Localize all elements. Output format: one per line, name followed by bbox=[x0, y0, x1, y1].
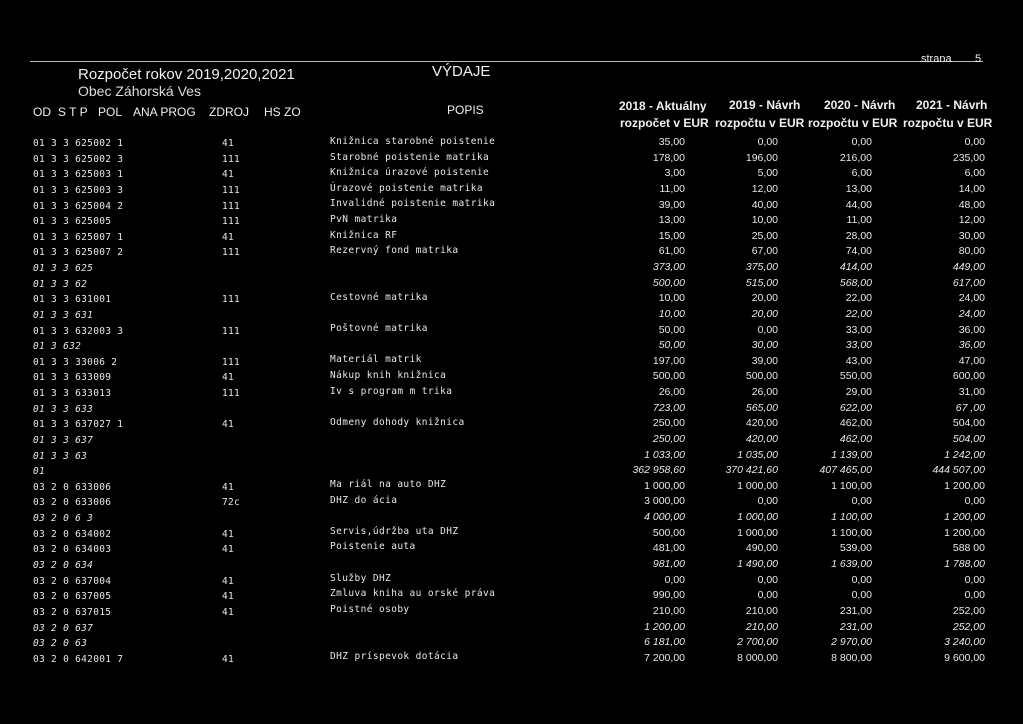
row-popis: Poštovné matrika bbox=[330, 323, 428, 335]
row-value-2019: 375,00 bbox=[745, 261, 778, 274]
row-value-2021: 9 600,00 bbox=[944, 651, 985, 664]
row-popis: Zmluva kniha au orské práva bbox=[330, 588, 496, 600]
row-zdroj: 41 bbox=[222, 575, 235, 587]
row-popis: DHZ do ácia bbox=[330, 494, 398, 506]
row-popis: Poistenie auta bbox=[330, 541, 416, 553]
col-popis: POPIS bbox=[447, 103, 484, 117]
row-value-2019: 210,00 bbox=[745, 604, 778, 617]
row-value-2020: 1 100,00 bbox=[831, 511, 872, 524]
row-value-2020: 414,00 bbox=[839, 261, 872, 274]
row-popis: PvN matrika bbox=[330, 213, 398, 225]
row-code: 01 3 3 625007 1 bbox=[33, 231, 124, 243]
row-value-2019: 0,00 bbox=[757, 323, 778, 336]
row-value-2018: 10,00 bbox=[658, 307, 685, 320]
row-zdroj: 41 bbox=[222, 544, 235, 556]
page-number: 5 bbox=[975, 53, 982, 65]
row-value-2019: 1 000,00 bbox=[737, 526, 778, 539]
row-code: 03 2 0 634002 bbox=[33, 528, 112, 540]
row-zdroj: 111 bbox=[222, 325, 241, 337]
row-popis: Úrazové poistenie matrika bbox=[330, 182, 483, 194]
row-popis: Knižnica RF bbox=[330, 229, 398, 241]
row-value-2019: 67,00 bbox=[751, 245, 778, 258]
row-code: 01 3 3 62 bbox=[33, 278, 88, 290]
row-value-2018: 35,00 bbox=[658, 136, 685, 148]
row-value-2018: 10,00 bbox=[658, 292, 685, 305]
row-code: 03 2 0 642001 7 bbox=[33, 653, 124, 665]
row-value-2021: 67 ,00 bbox=[955, 401, 985, 414]
row-value-2021: 48,00 bbox=[958, 198, 985, 211]
row-value-2019: 10,00 bbox=[751, 214, 778, 227]
page-label: strana bbox=[921, 53, 952, 65]
row-value-2021: 504,00 bbox=[952, 432, 985, 445]
row-value-2021: 36,00 bbox=[958, 323, 985, 336]
row-value-2018: 250,00 bbox=[652, 432, 685, 445]
row-popis: Materiál matrik bbox=[330, 354, 422, 366]
row-zdroj: 111 bbox=[222, 388, 241, 400]
col-2021-line2: rozpočtu v EUR bbox=[903, 116, 993, 130]
row-code: 01 3 3 625002 1 bbox=[33, 138, 124, 149]
row-value-2020: 2 970,00 bbox=[831, 636, 872, 649]
row-value-2018: 500,00 bbox=[652, 276, 685, 289]
row-zdroj: 111 bbox=[222, 247, 241, 259]
col-2020-line2: rozpočtu v EUR bbox=[808, 116, 898, 130]
row-value-2019: 196,00 bbox=[745, 151, 778, 164]
row-value-2019: 0,00 bbox=[757, 589, 778, 602]
row-value-2021: 504,00 bbox=[952, 417, 985, 430]
row-value-2018: 3 000,00 bbox=[644, 495, 685, 508]
row-value-2021: 3 240,00 bbox=[944, 636, 985, 649]
municipality-name: Obec Záhorská Ves bbox=[78, 83, 201, 99]
row-value-2021: 252,00 bbox=[952, 604, 985, 617]
row-popis: Invalidné poistenie matrika bbox=[330, 198, 496, 210]
row-value-2020: 539,00 bbox=[839, 542, 872, 555]
row-value-2018: 178,00 bbox=[652, 151, 685, 164]
row-value-2021: 1 200,00 bbox=[944, 526, 985, 539]
row-code: 01 3 3 633 bbox=[33, 403, 94, 415]
row-value-2021: 80,00 bbox=[958, 245, 985, 258]
row-value-2021: 24,00 bbox=[958, 307, 985, 320]
row-value-2021: 6,00 bbox=[964, 167, 985, 180]
row-code: 01 3 632 bbox=[33, 341, 82, 353]
row-value-2020: 11,00 bbox=[846, 214, 872, 227]
row-value-2018: 1 033,00 bbox=[644, 448, 685, 461]
row-popis: Ma riál na auto DHZ bbox=[330, 479, 447, 491]
row-code: 01 3 3 637027 1 bbox=[33, 419, 124, 431]
row-zdroj: 41 bbox=[222, 591, 235, 603]
row-value-2018: 26,00 bbox=[658, 386, 685, 399]
row-value-2020: 44,00 bbox=[845, 198, 872, 211]
row-value-2018: 1 200,00 bbox=[644, 620, 685, 633]
row-value-2020: 22,00 bbox=[845, 292, 872, 305]
row-zdroj: 41 bbox=[222, 231, 235, 243]
row-value-2021: 47,00 bbox=[958, 354, 985, 367]
row-value-2019: 420,00 bbox=[745, 417, 778, 430]
row-value-2019: 0,00 bbox=[757, 495, 778, 508]
row-value-2021: 600,00 bbox=[952, 370, 985, 383]
row-zdroj: 41 bbox=[222, 606, 235, 618]
row-code: 03 2 0 633006 bbox=[33, 481, 112, 493]
row-value-2020: 1 100,00 bbox=[831, 479, 872, 492]
col-2019-line1: 2019 - Návrh bbox=[729, 98, 801, 112]
row-value-2021: 36,00 bbox=[958, 339, 985, 352]
row-code: 03 2 0 637 bbox=[33, 622, 94, 634]
row-value-2021: 235,00 bbox=[952, 151, 985, 164]
row-value-2019: 210,00 bbox=[745, 620, 778, 633]
row-value-2019: 370 421,60 bbox=[725, 464, 778, 477]
row-value-2018: 39,00 bbox=[658, 198, 685, 211]
row-code: 01 3 3 33006 2 bbox=[33, 356, 118, 368]
row-zdroj: 41 bbox=[222, 372, 235, 384]
col-od: OD bbox=[33, 105, 51, 119]
row-value-2019: 40,00 bbox=[751, 198, 778, 211]
row-value-2021: 12,00 bbox=[958, 214, 985, 227]
col-anaprog: ANA PROG bbox=[133, 105, 196, 119]
row-code: 03 2 0 633006 bbox=[33, 497, 112, 509]
col-2020-line1: 2020 - Návrh bbox=[824, 98, 896, 112]
row-code: 03 2 0 637015 bbox=[33, 606, 112, 618]
row-code: 01 bbox=[33, 466, 46, 478]
row-value-2018: 197,00 bbox=[652, 354, 685, 367]
row-code: 01 3 3 637 bbox=[33, 434, 94, 446]
row-value-2019: 1 000,00 bbox=[737, 511, 778, 524]
row-value-2019: 0,00 bbox=[757, 136, 778, 148]
row-zdroj: 111 bbox=[222, 184, 241, 196]
row-value-2021: 0,00 bbox=[964, 495, 985, 508]
row-code: 01 3 3 625003 1 bbox=[33, 169, 124, 181]
row-value-2018: 981,00 bbox=[652, 558, 685, 570]
row-popis: Starobné poistenie matrika bbox=[330, 151, 490, 163]
row-value-2018: 13,00 bbox=[658, 214, 685, 227]
row-popis: Nákup knih knižnica bbox=[330, 369, 447, 381]
row-code: 01 3 3 625004 2 bbox=[33, 200, 124, 212]
row-value-2018: 990,00 bbox=[652, 589, 685, 602]
row-value-2019: 25,00 bbox=[751, 229, 778, 242]
row-value-2018: 4 000,00 bbox=[644, 511, 685, 524]
row-popis: Cestovné matrika bbox=[330, 291, 428, 303]
row-value-2021: 588 00 bbox=[952, 542, 985, 555]
row-code: 01 3 3 625 bbox=[33, 263, 94, 275]
row-value-2018: 61,00 bbox=[658, 245, 685, 258]
col-2018-line1: 2018 - Aktuálny bbox=[619, 99, 707, 113]
row-zdroj: 72c bbox=[222, 497, 241, 509]
col-2018-line2: rozpočet v EUR bbox=[620, 116, 709, 130]
row-zdroj: 111 bbox=[222, 200, 241, 212]
row-popis: Knižnica úrazové poistenie bbox=[330, 167, 490, 179]
row-value-2018: 3,00 bbox=[664, 167, 685, 180]
row-popis: Iv s program m trika bbox=[330, 385, 453, 397]
col-stp: S T P bbox=[58, 105, 88, 119]
row-popis: Rezervný fond matrika bbox=[330, 245, 459, 257]
row-value-2020: 1 139,00 bbox=[831, 448, 872, 461]
row-value-2021: 30,00 bbox=[958, 229, 985, 242]
row-value-2021: 24,00 bbox=[958, 292, 985, 305]
row-value-2020: 407 465,00 bbox=[819, 464, 872, 477]
row-value-2020: 462,00 bbox=[839, 432, 872, 445]
row-value-2021: 0,00 bbox=[964, 573, 985, 586]
row-code: 03 2 0 634 bbox=[33, 560, 94, 571]
row-value-2020: 231,00 bbox=[839, 604, 872, 617]
row-value-2018: 723,00 bbox=[652, 401, 685, 414]
row-value-2018: 1 000,00 bbox=[644, 479, 685, 492]
row-zdroj: 111 bbox=[222, 153, 241, 165]
row-code: 01 3 3 632003 3 bbox=[33, 325, 124, 337]
row-code: 01 3 3 625005 bbox=[33, 216, 112, 228]
row-value-2018: 500,00 bbox=[652, 370, 685, 383]
row-value-2019: 500,00 bbox=[745, 370, 778, 383]
row-code: 01 3 3 625002 3 bbox=[33, 153, 124, 165]
row-value-2019: 0,00 bbox=[757, 573, 778, 586]
row-code: 01 3 3 631001 bbox=[33, 294, 112, 306]
col-2019-line2: rozpočtu v EUR bbox=[715, 116, 805, 130]
row-value-2019: 565,00 bbox=[745, 401, 778, 414]
row-value-2020: 550,00 bbox=[839, 370, 872, 383]
row-value-2019: 26,00 bbox=[751, 386, 778, 399]
top-rule bbox=[30, 61, 983, 62]
col-2021-line1: 2021 - Návrh bbox=[916, 98, 988, 112]
row-value-2019: 1 490,00 bbox=[737, 558, 778, 570]
row-value-2020: 231,00 bbox=[839, 620, 872, 633]
row-value-2020: 29,00 bbox=[845, 386, 872, 399]
row-value-2018: 7 200,00 bbox=[644, 651, 685, 664]
row-value-2018: 481,00 bbox=[652, 542, 685, 555]
row-zdroj: 41 bbox=[222, 528, 235, 540]
row-value-2021: 14,00 bbox=[958, 182, 985, 195]
page-title: Rozpočet rokov 2019,2020,2021 bbox=[78, 66, 295, 83]
row-value-2020: 0,00 bbox=[851, 573, 872, 586]
row-value-2021: 31,00 bbox=[958, 386, 985, 399]
row-value-2020: 622,00 bbox=[839, 401, 872, 414]
row-value-2019: 1 035,00 bbox=[737, 448, 778, 461]
row-code: 01 3 3 625003 3 bbox=[33, 184, 124, 196]
row-code: 03 2 0 6 3 bbox=[33, 513, 94, 525]
row-code: 01 3 3 625007 2 bbox=[33, 247, 124, 259]
row-popis: Servis,údržba uta DHZ bbox=[330, 525, 459, 537]
row-value-2020: 0,00 bbox=[851, 495, 872, 508]
row-value-2019: 20,00 bbox=[751, 292, 778, 305]
row-value-2019: 490,00 bbox=[745, 542, 778, 555]
row-value-2019: 39,00 bbox=[751, 354, 778, 367]
row-value-2019: 2 700,00 bbox=[737, 636, 778, 649]
row-value-2020: 462,00 bbox=[839, 417, 872, 430]
row-value-2019: 420,00 bbox=[745, 432, 778, 445]
row-value-2020: 33,00 bbox=[845, 323, 872, 336]
row-value-2020: 8 800,00 bbox=[831, 651, 872, 664]
row-value-2021: 1 788,00 bbox=[944, 558, 985, 570]
row-value-2020: 43,00 bbox=[845, 354, 872, 367]
row-zdroj: 41 bbox=[222, 653, 235, 665]
row-value-2019: 8 000,00 bbox=[737, 651, 778, 664]
col-pol: POL bbox=[98, 105, 123, 119]
row-value-2021: 449,00 bbox=[952, 261, 985, 274]
row-value-2019: 515,00 bbox=[745, 276, 778, 289]
row-value-2020: 1 639,00 bbox=[831, 558, 872, 570]
row-value-2018: 11,00 bbox=[659, 182, 685, 195]
row-zdroj: 41 bbox=[222, 419, 235, 431]
row-value-2018: 50,00 bbox=[658, 323, 685, 336]
row-value-2020: 0,00 bbox=[851, 589, 872, 602]
row-value-2018: 250,00 bbox=[652, 417, 685, 430]
row-code: 01 3 3 63 bbox=[33, 450, 88, 462]
row-value-2021: 1 242,00 bbox=[944, 448, 985, 461]
row-zdroj: 111 bbox=[222, 356, 241, 368]
row-code: 01 3 3 633009 bbox=[33, 372, 112, 384]
row-value-2019: 5,00 bbox=[757, 167, 778, 180]
row-value-2020: 1 100,00 bbox=[831, 526, 872, 539]
row-value-2019: 12,00 bbox=[751, 182, 778, 195]
row-value-2021: 1 200,00 bbox=[944, 511, 985, 524]
row-value-2020: 216,00 bbox=[839, 151, 872, 164]
row-value-2018: 6 181,00 bbox=[644, 636, 685, 649]
section-title: VÝDAJE bbox=[432, 63, 491, 80]
row-code: 01 3 3 633013 bbox=[33, 388, 112, 400]
row-value-2020: 22,00 bbox=[845, 307, 872, 320]
row-zdroj: 41 bbox=[222, 481, 235, 493]
row-value-2020: 568,00 bbox=[839, 276, 872, 289]
row-popis: Služby DHZ bbox=[330, 572, 392, 584]
row-value-2021: 617,00 bbox=[952, 276, 985, 289]
row-value-2021: 0,00 bbox=[964, 589, 985, 602]
row-value-2018: 15,00 bbox=[658, 229, 685, 242]
row-code: 01 3 3 631 bbox=[33, 309, 94, 321]
row-zdroj: 41 bbox=[222, 169, 235, 181]
row-zdroj: 111 bbox=[222, 216, 241, 228]
row-code: 03 2 0 637005 bbox=[33, 591, 112, 603]
row-value-2018: 500,00 bbox=[652, 526, 685, 539]
row-zdroj: 41 bbox=[222, 138, 235, 149]
row-value-2018: 373,00 bbox=[652, 261, 685, 274]
row-value-2020: 6,00 bbox=[851, 167, 872, 180]
row-value-2018: 362 958,60 bbox=[632, 464, 685, 477]
row-value-2018: 210,00 bbox=[652, 604, 685, 617]
row-value-2019: 30,00 bbox=[751, 339, 778, 352]
row-value-2019: 20,00 bbox=[751, 307, 778, 320]
row-popis: Poistné osoby bbox=[330, 603, 410, 615]
row-value-2020: 13,00 bbox=[845, 182, 872, 195]
row-code: 03 2 0 63 bbox=[33, 638, 88, 650]
row-code: 03 2 0 637004 bbox=[33, 575, 112, 587]
row-value-2019: 1 000,00 bbox=[737, 479, 778, 492]
row-popis: Knižnica starobné poistenie bbox=[330, 136, 496, 147]
row-value-2021: 444 507,00 bbox=[932, 464, 985, 477]
row-value-2020: 0,00 bbox=[851, 136, 872, 148]
row-value-2021: 1 200,00 bbox=[944, 479, 985, 492]
row-value-2020: 28,00 bbox=[845, 229, 872, 242]
row-code: 03 2 0 634003 bbox=[33, 544, 112, 556]
col-zdroj: ZDROJ bbox=[209, 105, 249, 119]
row-value-2020: 74,00 bbox=[845, 245, 872, 258]
row-value-2021: 252,00 bbox=[952, 620, 985, 633]
row-zdroj: 111 bbox=[222, 294, 241, 306]
row-popis: DHZ príspevok dotácia bbox=[330, 650, 459, 662]
row-value-2018: 50,00 bbox=[658, 339, 685, 352]
row-value-2020: 33,00 bbox=[845, 339, 872, 352]
col-hszo: HS ZO bbox=[264, 105, 301, 119]
row-popis: Odmeny dohody knižnica bbox=[330, 416, 465, 428]
row-value-2021: 0,00 bbox=[964, 136, 985, 148]
row-value-2018: 0,00 bbox=[664, 573, 685, 586]
